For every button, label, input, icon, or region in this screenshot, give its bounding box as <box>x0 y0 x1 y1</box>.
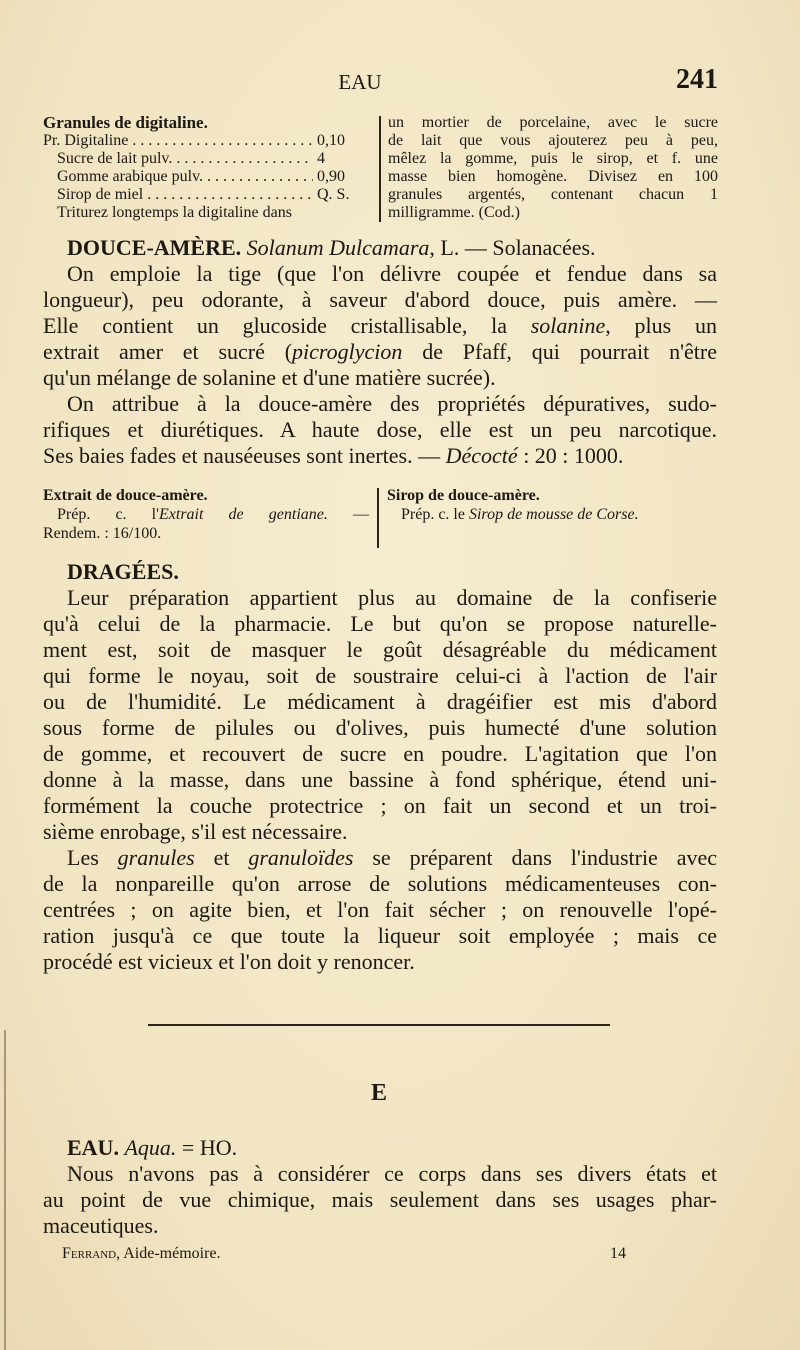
ingredient-list <box>43 132 371 204</box>
text-line <box>43 365 717 391</box>
footer-signature-line <box>62 1245 626 1263</box>
text-run: extrait amer et sucré ( <box>43 339 293 364</box>
text-run: ou de l'humidité. Le médicament à dragéifier est mis d'abord <box>43 689 717 714</box>
text-run: donne à la masse, dans une bassine à fond sphérique, étend uni- <box>43 767 717 792</box>
text-run: mêlez la gomme, puis le sirop, et f. une <box>388 150 718 167</box>
granules-recipe <box>43 114 371 222</box>
text-line <box>43 637 717 663</box>
text-run: ment est, soit de masquer le goût désagréable du médicament <box>43 637 717 662</box>
sheet-signature: 14 <box>610 1245 626 1262</box>
ingredient-name: Sirop de miel . . . <box>57 186 313 204</box>
text-line <box>387 486 717 505</box>
text-run: Aqua. <box>124 1135 177 1160</box>
ingredient-row <box>43 150 371 168</box>
running-title: EAU <box>338 70 382 94</box>
text-run: Sirop de douce-amère. <box>387 487 540 504</box>
text-line <box>43 1213 717 1239</box>
preparation-sirop <box>387 486 717 524</box>
text-line <box>43 715 717 741</box>
text-run: de gomme, et recouvert de sucre en poudre. L'agitation que l'on <box>43 741 717 766</box>
text-run: rifiques et diurétiques. A haute dose, elle est un peu narcotique. <box>43 417 717 442</box>
text-run: Elle contient un glucoside cristallisable, la <box>43 313 531 338</box>
text-run: de lait que vous ajouterez peu à peu, <box>388 132 718 149</box>
entry-dragees <box>43 559 717 975</box>
text-run: procédé est vicieux et l'on doit y renoncer. <box>43 949 415 974</box>
ingredient-row <box>43 186 371 204</box>
text-run: On attribue à la douce-amère des propriétés dépuratives, sudo- <box>67 391 717 416</box>
text-run: qu'un mélange de solanine et d'une matière sucrée). <box>43 365 496 390</box>
section-separator <box>148 1024 610 1026</box>
text-line <box>43 417 717 443</box>
text-line <box>43 1161 717 1187</box>
text-line <box>43 897 717 923</box>
text-line <box>43 767 717 793</box>
text-run: , L. — Solanacées. <box>429 235 596 260</box>
text-line <box>43 339 717 365</box>
text-run: un mortier de porcelaine, avec le sucre <box>388 114 718 131</box>
text-run: sous forme de pilules ou d'olives, puis humecté d'une solution <box>43 715 717 740</box>
text-line <box>43 261 717 287</box>
text-run: Rendem. : 16/100. <box>43 525 162 542</box>
text-run: formément la couche protectrice ; on fait un second et un troi- <box>43 793 717 818</box>
text-line <box>43 793 717 819</box>
text-line <box>43 949 717 975</box>
text-run: Solanum Dulcamara <box>246 235 430 260</box>
text-line <box>43 1187 717 1213</box>
text-line <box>43 871 717 897</box>
ingredient-name: Sucre de lait pulv. . . . <box>57 150 313 168</box>
text-run: maceutiques. <box>43 1213 159 1238</box>
entry-douce-amere <box>43 235 717 469</box>
text-run: granules argentés, contenant chacun 1 <box>388 186 718 203</box>
text-line <box>43 689 717 715</box>
granules-recipe-continued <box>388 114 718 222</box>
footer-title: , Aide-mémoire. <box>116 1245 221 1262</box>
text-line <box>388 132 718 150</box>
text-line <box>43 923 717 949</box>
text-run: DRAGÉES. <box>67 559 179 584</box>
ingredient-quantity: 0,10 <box>317 132 345 149</box>
text-run: se préparent dans l'industrie avec <box>353 845 718 870</box>
text-run: Les <box>67 845 118 870</box>
text-line <box>388 204 718 222</box>
text-line <box>43 559 717 585</box>
ingredient-quantity: Q. S. <box>317 186 350 203</box>
text-run: masse bien homogène. Divisez en 100 <box>388 168 718 185</box>
text-run: = HO. <box>176 1135 238 1160</box>
text-run: au point de vue chimique, mais seulement dans ses usages phar- <box>43 1187 717 1212</box>
ingredient-name: Pr. Digitaline . . . <box>43 132 313 150</box>
text-run: Leur préparation appartient plus au domaine de la confiserie <box>67 585 717 610</box>
text-line <box>43 1135 717 1161</box>
recipe-text: Triturez longtemps la digitaline dans <box>57 204 292 221</box>
text-run: : 20 : 1000. <box>517 443 624 468</box>
text-line <box>43 505 369 524</box>
text-line <box>43 845 717 871</box>
text-run: granules <box>117 845 195 870</box>
text-run: , plus un <box>605 313 717 338</box>
text-line <box>388 150 718 168</box>
text-line <box>43 585 717 611</box>
entry-eau <box>43 1135 717 1239</box>
text-run: de la nonpareille qu'on arrose de solutions médicamenteuses con- <box>43 871 717 896</box>
text-run: et <box>194 845 249 870</box>
footer-author: Ferrand <box>62 1245 117 1262</box>
text-line <box>43 443 717 469</box>
text-run: Nous n'avons pas à considérer ce corps dans ses divers états et <box>67 1161 717 1186</box>
ingredient-quantity: 4 <box>317 150 325 167</box>
text-line <box>43 287 717 313</box>
text-run: DOUCE-AMÈRE. <box>67 235 247 260</box>
text-line <box>43 391 717 417</box>
ingredient-row <box>43 168 371 186</box>
text-run: qui forme le noyau, soit de soustraire celui-ci à l'action de l'air <box>43 663 717 688</box>
text-run: qu'à celui de la pharmacie. Le but qu'on se propose naturelle- <box>43 611 717 636</box>
text-line <box>43 235 717 261</box>
text-run: granuloïdes <box>248 845 354 870</box>
ingredient-name: Gomme arabique pulv. . . . <box>57 168 313 186</box>
text-run: Sirop de mousse de Corse. <box>468 506 639 523</box>
text-line <box>387 505 717 524</box>
text-run: Extrait de gentiane. <box>159 506 328 523</box>
text-run: ration jusqu'à ce que toute la liqueur soit employée ; mais ce <box>43 923 717 948</box>
text-line <box>43 524 369 543</box>
text-run: — <box>327 506 369 523</box>
text-run: Extrait de douce-amère. <box>43 487 208 504</box>
text-run: sième enrobage, s'il est nécessaire. <box>43 819 348 844</box>
text-run: Prép. c. l' <box>57 506 159 523</box>
text-line <box>43 486 369 505</box>
text-run: milligramme. (Cod.) <box>388 204 520 221</box>
text-line <box>388 186 718 204</box>
ingredient-row <box>43 132 371 150</box>
text-run: EAU. <box>67 1135 125 1160</box>
text-line <box>388 168 718 186</box>
text-run: de Pfaff, qui pourrait n'être <box>402 339 718 364</box>
text-run: centrées ; on agite bien, et l'on fait sécher ; on renouvelle l'opé- <box>43 897 717 922</box>
text-run: longueur), peu odorante, à saveur d'abord douce, puis amère. — <box>43 287 717 312</box>
text-run: Ses baies fades et nauséeuses sont inertes. — <box>43 443 446 468</box>
section-letter: E <box>370 1080 387 1106</box>
text-line <box>43 611 717 637</box>
page-number: 241 <box>676 64 718 95</box>
text-run: Prép. c. le <box>401 506 469 523</box>
text-line <box>43 313 717 339</box>
text-line <box>43 741 717 767</box>
recipe-title: Granules de digitaline. <box>43 113 208 132</box>
text-run: Décocté <box>445 443 518 468</box>
ingredient-quantity: 0,90 <box>317 168 345 185</box>
text-line <box>43 663 717 689</box>
text-line <box>43 819 717 845</box>
preparation-extrait <box>43 486 369 543</box>
text-line <box>388 114 718 132</box>
text-run: solanine <box>530 313 606 338</box>
text-run: picroglycion <box>292 339 403 364</box>
binding-edge <box>4 1030 6 1350</box>
column-divider <box>379 116 381 222</box>
text-run: On emploie la tige (que l'on délivre coupée et fendue dans sa <box>67 261 717 286</box>
column-divider <box>377 488 379 548</box>
